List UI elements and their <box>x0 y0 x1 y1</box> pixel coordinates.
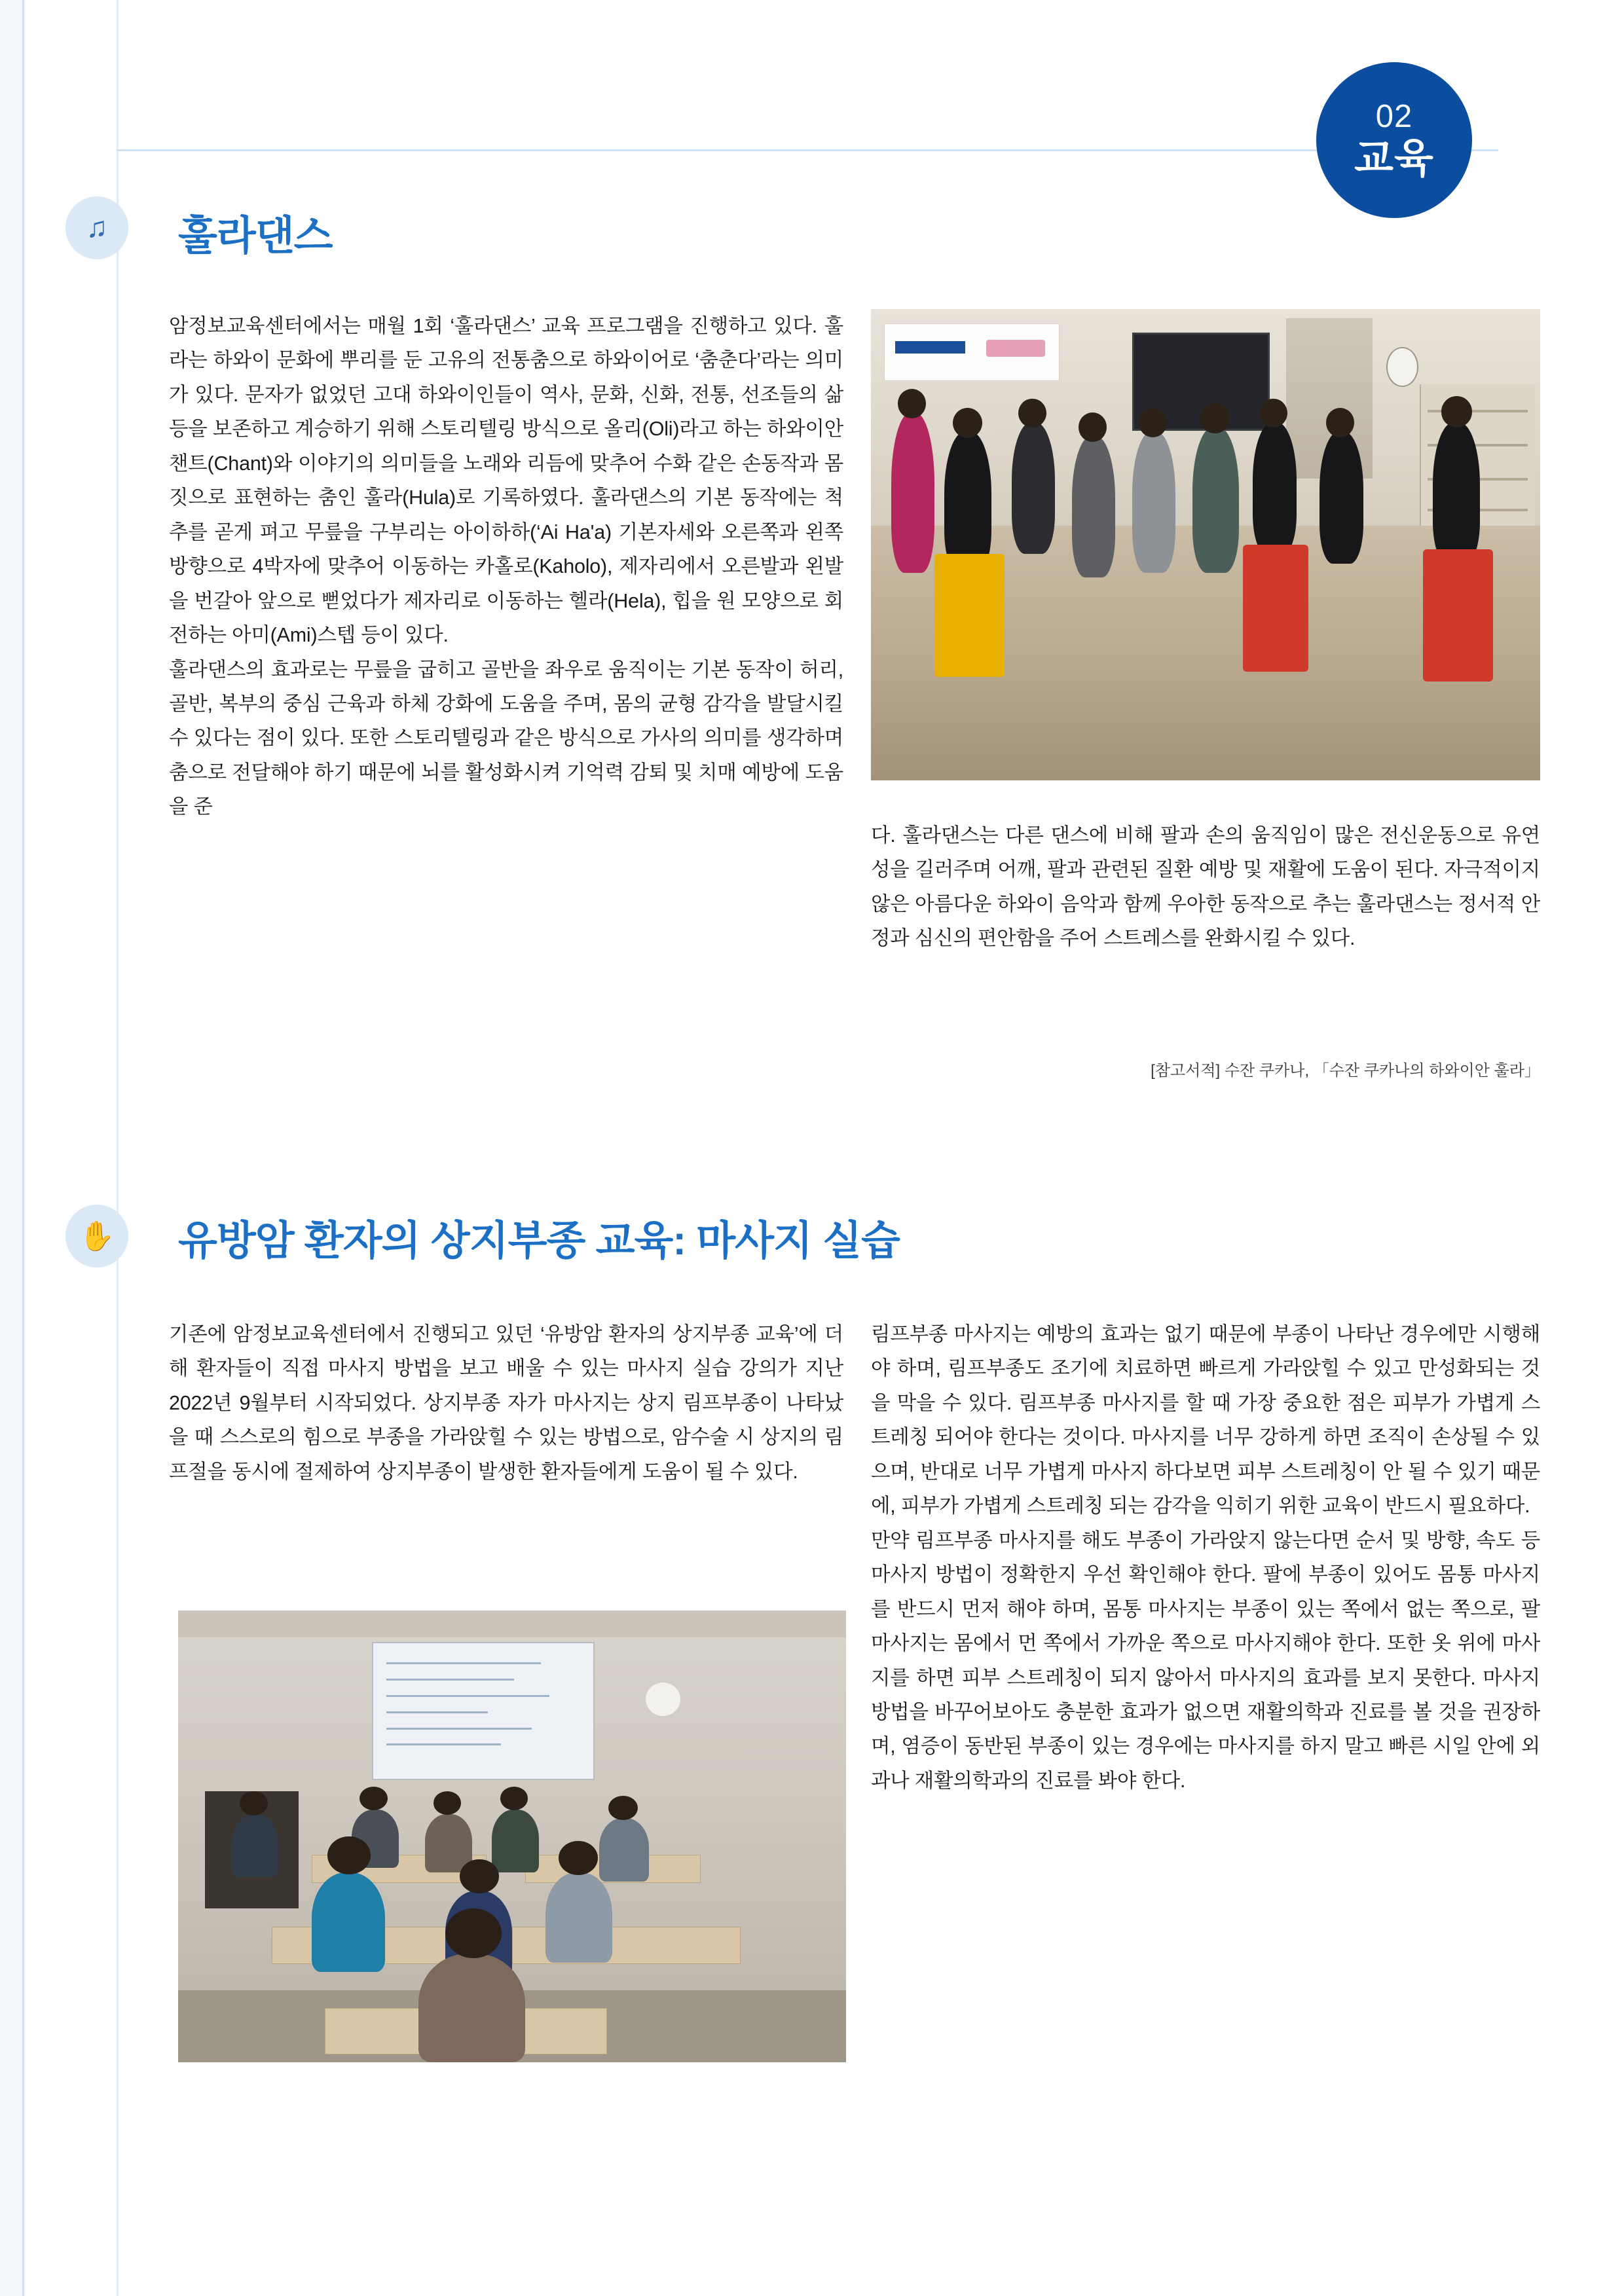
photo-massage-class <box>178 1611 846 2062</box>
hula-right-column <box>871 818 1540 956</box>
lymph-paragraph-2: 림프부종 마사지는 예방의 효과는 없기 때문에 부종이 나타난 경우에만 시행해야 하며, 림프부종도 조기에 치료하면 빠르게 가라앉힐 수 있고 만성화되는 것을 막을 수 있다. 림프부종 마사지를 할 때 가장 중요한 점은 피부가 가볍게 스트레칭 되어야 한다는 것이다. 마사지를 너무 강하게 하면 조직이 손상될 수 있으며, 반대로 너무 가볍게 마사지 하다보면 피부 스트레칭이 안 될 수 있기 때문에, 피부가 가볍게 스트레칭 되는 감각을 익히기 위한 교육이 반드시 필요하다. <box>871 1323 1540 1518</box>
hula-reference: [참고서적] 수잔 쿠카나, 「수잔 쿠카나의 하와이안 훌라」 <box>1151 1062 1540 1080</box>
left-margin-tint <box>0 0 22 2296</box>
hula-left-column <box>169 309 843 824</box>
hula-paragraph-1: 암정보교육센터에서는 매월 1회 ‘훌라댄스’ 교육 프로그램을 진행하고 있다. 훌라는 하와이 문화에 뿌리를 둔 고유의 전통춤으로 하와이어로 ‘춤춘다’라는 의미가 있다. 문자가 없었던 고대 하와이인들이 역사, 문화, 신화, 전통, 선조들의 삶 등을 보존하고 계승하기 위해 스토리텔링 방식으로 올리(Oli)라고 하는 하와이안 챈트(Chant)와 이야기의 의미들을 노래와 리듬에 맞추어 수화 같은 손동작과 몸짓으로 표현하는 춤인 훌라(Hula)로 기록하였다. 훌라댄스의 기본 동작에는 척추를 곧게 펴고 무릎을 구부리는 아이하하(‘Ai Ha'a) 기본자세와 오른쪽과 왼쪽 방향으로 4박자에 맞추어 이동하는 카홀로(Kaholo), 제자리에서 오른발과 왼발을 번갈아 앞으로 뻗었다가 제자리로 이동하는 헬라(Hela), 힙을 원 모양으로 회전하는 아미(Ami)스텝 등이 있다. <box>169 315 843 647</box>
section-title-hula: 훌라댄스 <box>178 213 333 259</box>
lymph-paragraph-3: 만약 림프부종 마사지를 해도 부종이 가라앉지 않는다면 순서 및 방향, 속도 등 마사지 방법이 정확한지 우선 확인해야 한다. 팔에 부종이 있어도 몸통 마사지를 반드시 먼저 해야 하며, 몸통 마사지는 부종이 있는 쪽에서 없는 쪽으로, 팔 마사지는 몸에서 먼 쪽에서 가까운 쪽으로 마사지해야 한다. 또한 옷 위에 마사지를 하면 피부 스트레칭이 되지 않아서 마사지의 효과를 보지 못한다. 마사지 방법을 바꾸어보아도 충분한 효과가 없으면 재활의학과 진료를 볼 것을 권장하며, 염증이 동반된 부종이 있는 경우에는 마사지를 하지 말고 빠른 시일 안에 외과나 재활의학과의 진료를 봐야 한다. <box>871 1529 1540 1792</box>
music-note-icon: ♫ <box>65 196 128 259</box>
photo-hula-class <box>871 309 1540 780</box>
left-rule-inner <box>117 0 119 2296</box>
lymph-left-column <box>169 1317 843 1489</box>
hula-paragraph-3: 다. 훌라댄스는 다른 댄스에 비해 팔과 손의 움직임이 많은 전신운동으로 유연성을 길러주며 어깨, 팔과 관련된 질환 예방 및 재활에 도움이 된다. 자극적이지 않은 아름다운 하와이 음악과 함께 우아한 동작으로 추는 훌라댄스는 정서적 안정과 심신의 편안함을 주어 스트레스를 완화시킬 수 있다. <box>871 824 1540 950</box>
header-divider <box>117 149 1498 151</box>
lymph-paragraph-1: 기존에 암정보교육센터에서 진행되고 있던 ‘유방암 환자의 상지부종 교육’에 더해 환자들이 직접 마사지 방법을 보고 배울 수 있는 마사지 실습 강의가 지난 2022년 9월부터 시작되었다. 상지부종 자가 마사지는 상지 림프부종이 나타났을 때 스스로의 힘으로 부종을 가라앉힐 수 있는 방법으로, 암수술 시 상지의 림프절을 동시에 절제하여 상지부종이 발생한 환자들에게 도움이 될 수 있다. <box>169 1323 843 1483</box>
lymph-right-column <box>871 1317 1540 1798</box>
chapter-label: 교육 <box>1354 136 1434 182</box>
hula-paragraph-2: 훌라댄스의 효과로는 무릎을 굽히고 골반을 좌우로 움직이는 기본 동작이 허리, 골반, 복부의 중심 근육과 하체 강화에 도움을 주며, 몸의 균형 감각을 발달시킬 수 있다는 점이 있다. 또한 스토리텔링과 같은 방식으로 가사의 의미를 생각하며 춤으로 전달해야 하기 때문에 뇌를 활성화시켜 기억력 감퇴 및 치매 예방에 도움을 준 <box>169 658 843 818</box>
section-title-lymph: 유방암 환자의 상지부종 교육: 마사지 실습 <box>178 1218 900 1264</box>
left-rule-outer <box>22 0 24 2296</box>
chapter-badge <box>1316 62 1472 218</box>
hand-massage-icon: ✋ <box>65 1205 128 1267</box>
chapter-number: 02 <box>1375 98 1413 134</box>
